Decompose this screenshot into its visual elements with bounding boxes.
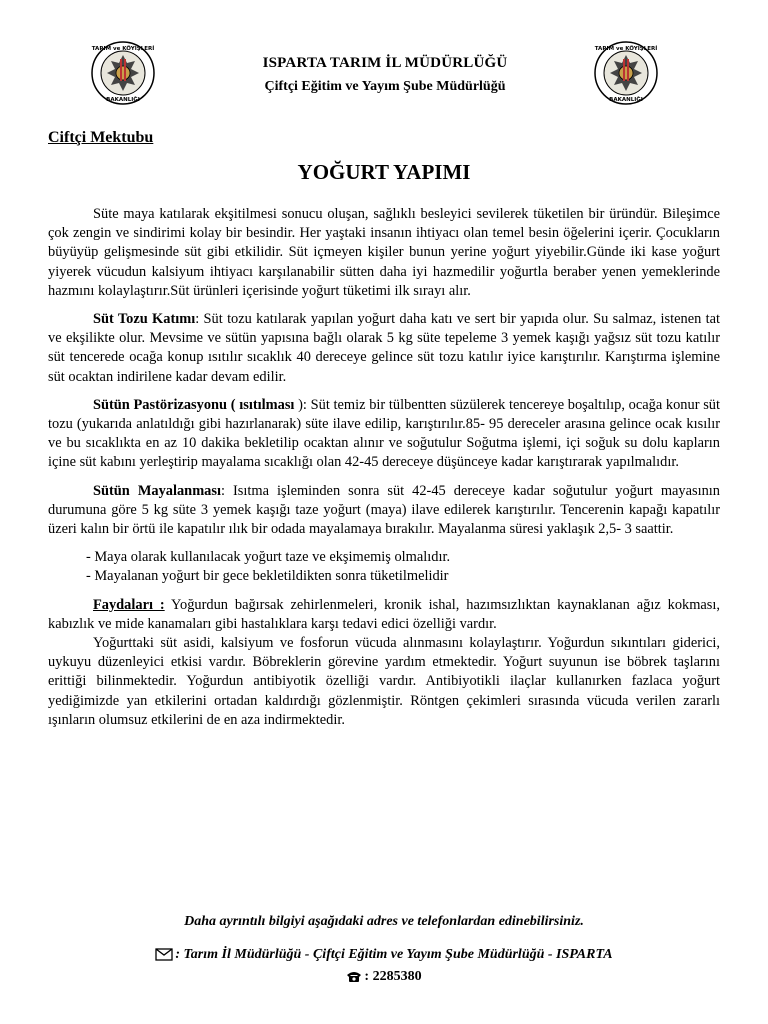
header-title: ISPARTA TARIM İL MÜDÜRLÜĞÜ — [262, 55, 508, 71]
svg-text:BAKANLIĞI: BAKANLIĞI — [609, 97, 643, 103]
section-pastorizasyon — [48, 396, 720, 473]
bullet-item: - Mayalanan yoğurt bir gece bekletildikten sonra tüketilmelidir — [86, 568, 449, 585]
letter-label: Ciftçi Mektubu — [48, 129, 154, 146]
page-title: YOĞURT YAPIMI — [297, 160, 471, 184]
telephone-icon — [346, 970, 362, 988]
address-text: : Tarım İl Müdürlüğü - Çiftçi Eğitim ve Yayım Şube Müdürlüğü - ISPARTA — [175, 947, 613, 962]
section-text: Yoğurdun bağırsak zehirlenmeleri, kronik ishal, hazımsızlıktan kaynaklanan ağız kokması, kabızlık ve mide kanamaları gibi hastalıklara karşı tedavi edici özelliği vardır. — [48, 596, 720, 632]
phone-text: : 2285380 — [364, 969, 422, 984]
section-mayalanma — [48, 482, 720, 540]
section-text: : Süt tozu katılarak yapılan yoğurt daha katı ve sert bir yapıda olur. Su salmaz, istenen tat ve ekşilikte olur. Mevsime ve sütün yapısına bağlı olarak 5 kg süte tepeleme 3 yemek kaşığı yağsız süt tozu katılır süt tencerede ocağa konup ısıtılır sıcaklık 40 dereceye gelince süt tozu katılır iyice karıştırılır. Karıştırma işlemine süt ocaktan indirilene kadar devam edilir. — [48, 311, 720, 385]
section-text: ): Süt temiz bir tülbentten süzülerek tencereye boşaltılıp, ocağa konur süt tozu (yukarıda anlatıldığı gibi hazırlanarak) süte ilave edilip, karıştırılır.85- 95 dereceler arasına gelince ocak kısılır ve bu sıcaklıkta en az 10 dakika bekletilip ocaktan alınır ve soğutulur Soğutma işlemi, içi soğuk su dolu kapların içine süt kabını yerleştirip mayalama sıcaklığı olan 42-45 dereceye düşünceye kadar karıştırarak yapılmalıdır. — [48, 396, 720, 471]
section-faydalari — [48, 596, 720, 634]
section-heading: Sütün Mayalanması — [93, 482, 221, 499]
bullet-item: - Maya olarak kullanılacak yoğurt taze ve ekşimemiş olmalıdır. — [86, 549, 451, 566]
footer-address — [0, 947, 768, 966]
intro-paragraph: Süte maya katılarak ekşitilmesi sonucu oluşan, sağlıklı besleyici sevilerek tüketilen bir üründür. Bileşimce çok zengin ve sindirimi kolay bir besindir. Her yaştaki insanın ihtiyacı olan temel besin öğelerini içerir. Çocukların büyüyüp gelişmesinde süt gibi etkilidir. Süt içmeyen kişiler bunun yerine yoğurt yiyebilir.Günde iki kase yoğurt yiyerek vücudun kalsiyum ihtiyacı karşılanabilir sütten daha iyi hazmedilir yoğurtla beraber yenen yemeklerinde hazmını kolaylaştırır.Süt ürünleri içerisinde yoğurt tüketimi ilk sırayı alır. — [48, 206, 720, 299]
footer-phone — [0, 969, 768, 988]
section-sut-tozu — [48, 310, 720, 387]
svg-text:TARIM ve KÖYİŞLERİ: TARIM ve KÖYİŞLERİ — [91, 46, 155, 52]
ministry-logo-icon — [594, 41, 658, 105]
header-subtitle: Çiftçi Eğitim ve Yayım Şube Müdürlüğü — [264, 79, 506, 94]
article-body — [48, 205, 720, 730]
section-text: : Isıtma işleminden sonra süt 42-45 dereceye kadar soğutulur yoğurt mayasının durumuna göre 5 kg süte 3 yemek kaşığı taze yoğurt (maya) ilave edilerek karıştırılır. Tencerenin kapağı kapatılır üzeri kalın bir örtü ile kapatılır ılık bir odada mayalamaya bırakılır. Mayalanma süresi yaklaşık 2,5- 3 saattir. — [48, 482, 720, 538]
svg-text:BAKANLIĞI: BAKANLIĞI — [106, 97, 140, 103]
envelope-icon — [155, 948, 173, 966]
ministry-logo-right — [594, 41, 658, 105]
section-heading: Süt Tozu Katımı — [93, 311, 196, 328]
section-heading: Faydaları : — [93, 596, 165, 613]
section-heading: Sütün Pastörizasyonu ( ısıtılması — [93, 396, 295, 413]
footer-note: Daha ayrıntılı bilgiyi aşağıdaki adres ve telefonlardan edinebilirsiniz. — [184, 914, 584, 929]
ministry-logo-icon — [91, 41, 155, 105]
closing-paragraph: Yoğurttaki süt asidi, kalsiyum ve fosforun vücuda alınmasını kolaylaştırır. Yoğurdun sıkıntıları giderici, uykuyu düzenleyici etkisi vardır. Böbreklerin görevine yardım etmektedir. Yoğurt suyunun ise böbrek taşlarını erittiği bilinmektedir. Yoğurdun antibiyotik özelliği vardır. Antibiyotikli ilaçlar kullanırken fazlaca yoğurt yediğimizde yan etkilerini ortadan kaldırdığı gözlenmiştir. Röntgen çekimleri sırasında vücuda verilen zararlı ışınların olumsuz etkilerini de en aza indirmektedir. — [48, 635, 720, 728]
ministry-logo-left — [91, 41, 155, 105]
svg-text:TARIM ve KÖYİŞLERİ: TARIM ve KÖYİŞLERİ — [594, 46, 658, 52]
